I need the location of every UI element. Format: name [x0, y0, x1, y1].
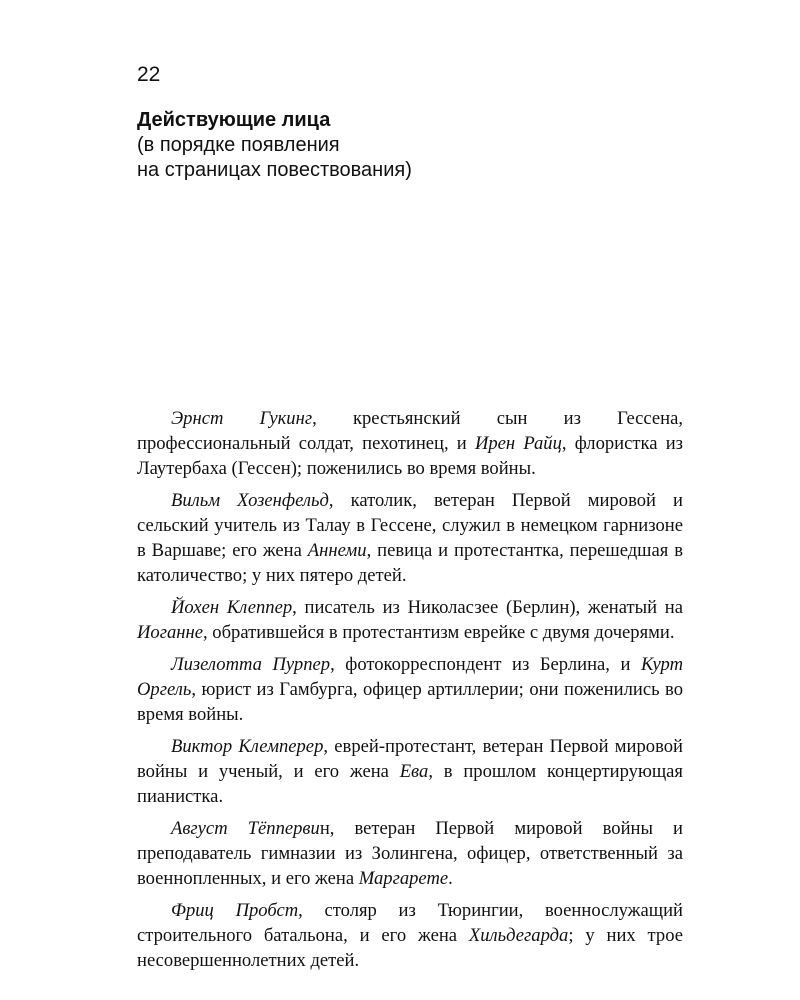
character-entry — [137, 595, 683, 645]
character-name: Ева — [399, 761, 429, 782]
character-description: , писатель из Николасзее (Берлин), женатый на — [292, 597, 683, 618]
character-entry — [137, 898, 683, 973]
character-description: , в прошлом концертирующая пианистка. — [137, 761, 683, 807]
character-description: , католик, ветеран Первой мировой и сельский учитель из Талау в Гессене, служил в немецком гарнизоне в Варшаве; его жена — [137, 490, 683, 561]
character-entry — [137, 488, 683, 588]
character-description: , обратившейся в протестантизм еврейке с двумя дочерями. — [202, 622, 675, 643]
character-name: Фриц Пробст — [171, 900, 299, 921]
character-name: Аннеми — [307, 540, 367, 561]
character-entry — [137, 652, 683, 727]
character-description: , столяр из Тюрингии, военнослужащий строительного батальона, и его жена — [137, 900, 683, 946]
character-name: Йохен Клеппер — [171, 597, 293, 618]
character-description: , фотокорреспондент из Берлина, и — [330, 654, 641, 675]
character-description: ; у них трое несовершеннолетних детей. — [137, 925, 683, 971]
page-number: 22 — [137, 63, 161, 86]
section-title: Действующие лица — [137, 109, 331, 131]
character-name: Эрнст Гукинг — [171, 408, 313, 429]
section-subtitle-line-2: на страницах повествования) — [137, 159, 412, 181]
character-name: Вильм Хозенфельд — [171, 490, 329, 511]
section-subtitle-line-1: (в порядке появления — [137, 134, 340, 156]
character-name: Маргарете — [358, 868, 449, 889]
character-description: н, ветеран Первой мировой войны и преподаватель гимназии из Золингена, офицер, ответственный за военнопленных, и его жена — [137, 818, 683, 889]
character-description: , певица и протестантка, перешедшая в католичество; у них пятеро детей. — [137, 540, 683, 586]
character-description: . — [448, 868, 453, 889]
character-name: Виктор Клемперер — [171, 736, 324, 757]
character-description: , еврей-протестант, ветеран Первой мировой войны и ученый, и его жена — [137, 736, 684, 782]
character-description: , крестьянский сын из Гессена, профессиональный солдат, пехотинец, и — [137, 408, 684, 454]
character-name: Хильдегарда — [468, 925, 569, 946]
character-name: Ирен Райц — [474, 433, 562, 454]
character-entry — [137, 816, 683, 891]
character-name: Август Тёпперви — [171, 818, 320, 839]
character-entry — [137, 406, 683, 481]
character-name: Лизелотта Пурпер — [171, 654, 331, 675]
character-description: , юрист из Гамбурга, офицер артиллерии; они поженились во время войны. — [137, 679, 683, 725]
character-description: , флористка из Лаутербаха (Гессен); поженились во время войны. — [137, 433, 683, 479]
section-heading — [137, 108, 597, 183]
character-list — [137, 406, 683, 980]
character-name: Курт Оргель — [137, 654, 684, 700]
character-name: Иоганне — [137, 622, 203, 643]
character-entry — [137, 734, 683, 809]
